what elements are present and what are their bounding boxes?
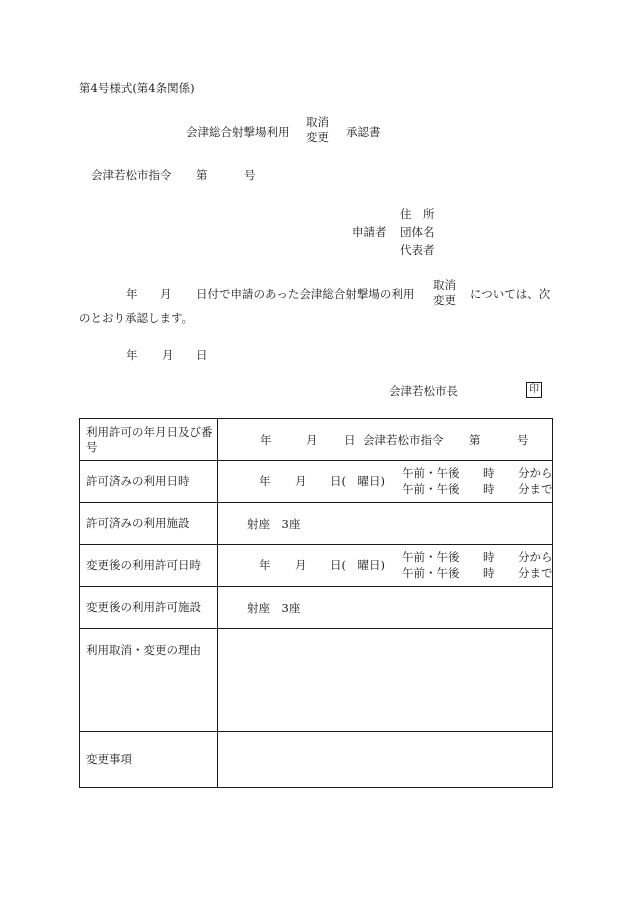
permit-go: 号 bbox=[517, 433, 529, 447]
permit-issuer: 会津若松市指令 bbox=[363, 433, 444, 447]
body-month: 月 bbox=[160, 287, 172, 301]
title-option-stack bbox=[306, 115, 329, 145]
changes-field[interactable] bbox=[218, 732, 553, 788]
changed-day-weekday: 日( 曜日) bbox=[330, 558, 385, 572]
table-row-permitted-datetime bbox=[80, 461, 553, 503]
seal-icon: 印 bbox=[526, 382, 542, 398]
body-line1-mid: 日付で申請のあった会津総合射撃場の利用 bbox=[196, 287, 415, 301]
permitted-ampm-start: 午前・午後 bbox=[402, 466, 460, 480]
changed-month: 月 bbox=[295, 558, 307, 572]
permitted-month: 月 bbox=[295, 474, 307, 488]
row-label-changed-datetime: 変更後の利用許可日時 bbox=[80, 545, 218, 587]
permitted-from: 分から bbox=[518, 466, 553, 480]
row-label-changes: 変更事項 bbox=[80, 732, 218, 788]
permit-table bbox=[79, 418, 553, 788]
title-option-cancel: 取消 bbox=[306, 115, 329, 129]
signer-name: 会津若松市長 bbox=[389, 384, 458, 398]
applicant-address-label: 住 所 bbox=[400, 207, 435, 221]
permitted-ampm-end: 午前・午後 bbox=[402, 482, 460, 496]
title-prefix: 会津総合射撃場利用 bbox=[186, 125, 290, 139]
table-row-permitted-facility bbox=[80, 503, 553, 545]
permit-day: 日 bbox=[344, 433, 356, 447]
body-option-cancel: 取消 bbox=[433, 278, 456, 292]
reason-field[interactable] bbox=[218, 629, 553, 732]
table-row-reason bbox=[80, 629, 553, 732]
body-line1-tail: については、次 bbox=[470, 287, 551, 301]
reference-go: 号 bbox=[244, 168, 256, 182]
changed-from: 分から bbox=[518, 550, 553, 564]
permitted-to: 分まで bbox=[518, 482, 553, 496]
permit-year: 年 bbox=[260, 433, 272, 447]
changed-hour-start: 時 bbox=[483, 550, 495, 564]
row-label-permitted-datetime: 許可済みの利用日時 bbox=[80, 461, 218, 503]
changed-year: 年 bbox=[259, 558, 271, 572]
applicant-label: 申請者 bbox=[352, 225, 387, 239]
table-row-changed-facility bbox=[80, 587, 553, 629]
permitted-year: 年 bbox=[259, 474, 271, 488]
reference-dai: 第 bbox=[196, 168, 208, 182]
body-option-change: 変更 bbox=[433, 293, 456, 307]
changed-ampm-end: 午前・午後 bbox=[402, 566, 460, 580]
row-label-reason: 利用取消・変更の理由 bbox=[80, 629, 218, 732]
applicant-rep-label: 代表者 bbox=[400, 243, 435, 257]
applicant-group-label: 団体名 bbox=[400, 225, 435, 239]
permitted-hour-start: 時 bbox=[483, 466, 495, 480]
body-line2: のとおり承認します。 bbox=[79, 311, 194, 325]
form-number: 第4号様式(第4条関係) bbox=[79, 81, 195, 95]
table-row-permit-number bbox=[80, 419, 553, 461]
row-label-permitted-facility: 許可済みの利用施設 bbox=[80, 503, 218, 545]
row-label-changed-facility: 変更後の利用許可施設 bbox=[80, 587, 218, 629]
body-option-stack bbox=[433, 278, 456, 308]
changed-facility-value: 射座 3座 bbox=[247, 601, 301, 615]
title-suffix: 承認書 bbox=[346, 125, 381, 139]
title-option-change: 変更 bbox=[306, 130, 329, 144]
permit-month: 月 bbox=[306, 433, 318, 447]
changed-hour-end: 時 bbox=[483, 566, 495, 580]
row-label-permit-number: 利用許可の年月日及び番号 bbox=[80, 419, 218, 461]
date-year: 年 bbox=[126, 348, 138, 362]
permit-dai: 第 bbox=[469, 433, 481, 447]
table-row-changes bbox=[80, 732, 553, 788]
permitted-hour-end: 時 bbox=[483, 482, 495, 496]
date-month: 月 bbox=[162, 348, 174, 362]
changed-ampm-start: 午前・午後 bbox=[402, 550, 460, 564]
changed-to: 分まで bbox=[518, 566, 553, 580]
date-day: 日 bbox=[196, 348, 208, 362]
permitted-facility-value: 射座 3座 bbox=[247, 517, 301, 531]
body-year: 年 bbox=[126, 287, 138, 301]
table-row-changed-datetime bbox=[80, 545, 553, 587]
permitted-day-weekday: 日( 曜日) bbox=[330, 474, 385, 488]
reference-issuer: 会津若松市指令 bbox=[91, 168, 172, 182]
